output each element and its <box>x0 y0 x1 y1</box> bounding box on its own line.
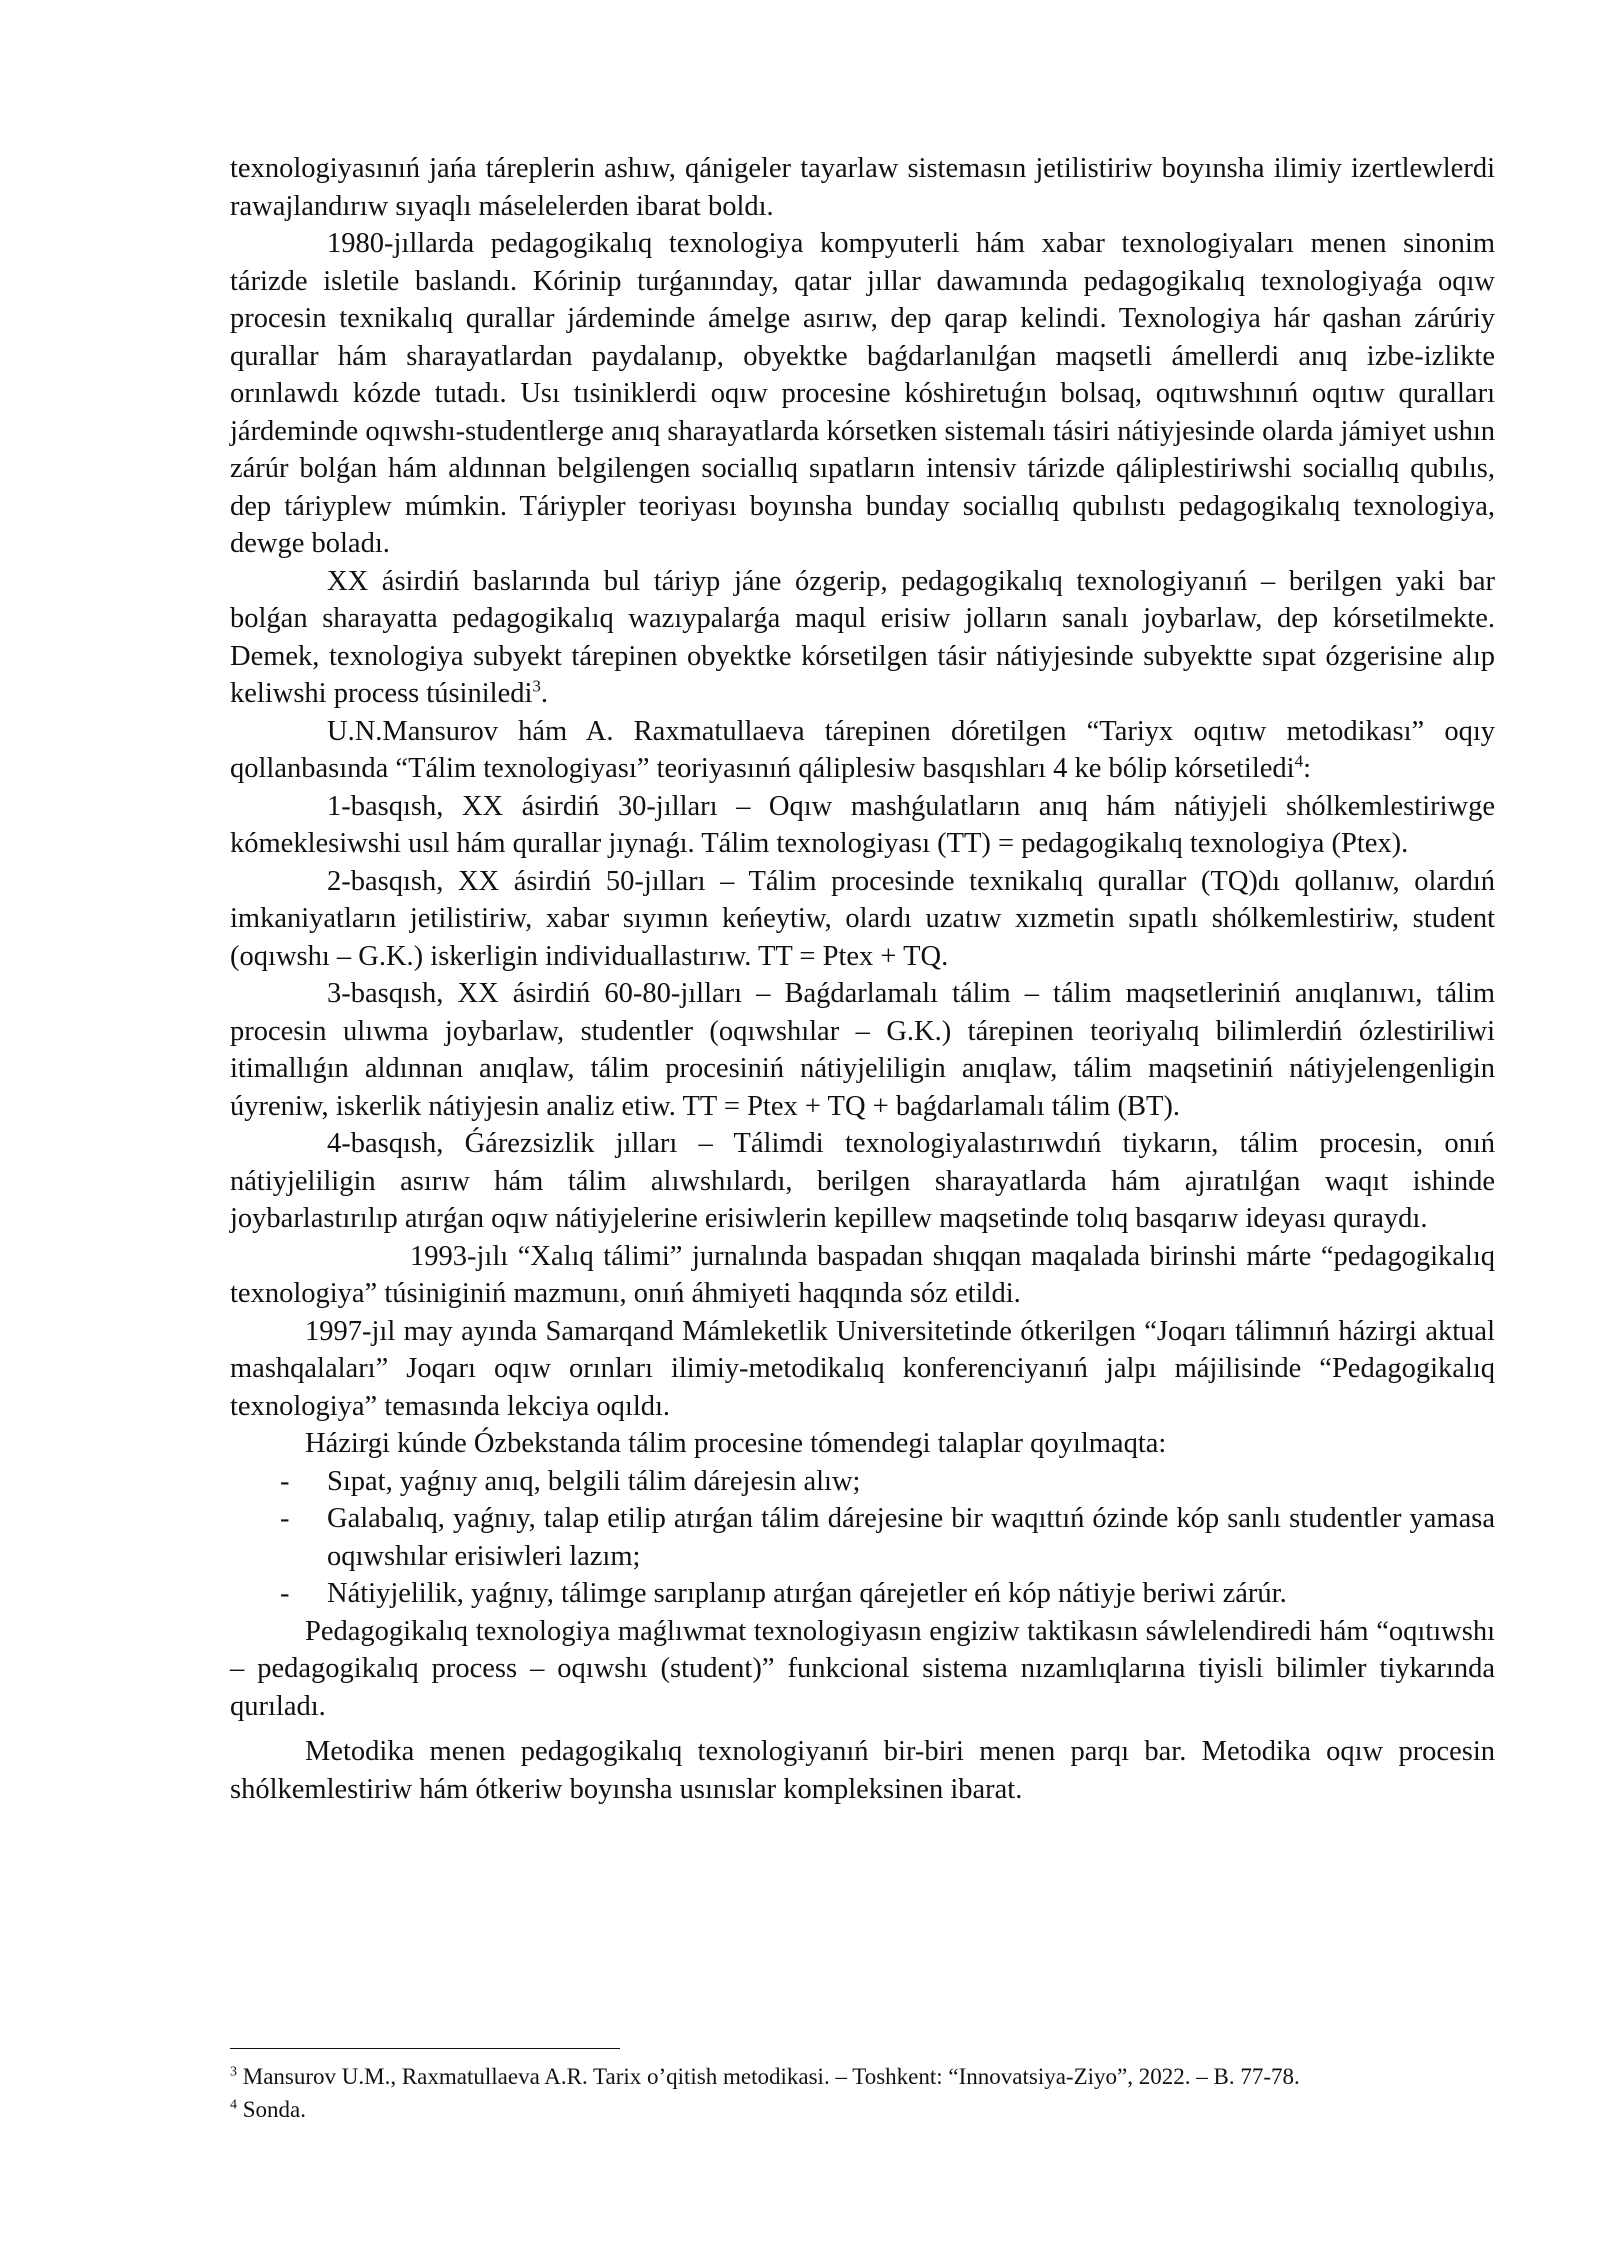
paragraph-stage-2: 2-basqısh, XX ásirdiń 50-jılları – Tálim procesinde texnikalıq qurallar (TQ)dı qollanıw, olardıń imkaniyatların jetilistiriw, xabar sıyımın keńeytiw, olardı uzatıw xızmetin sıpatlı shólkemlestiriw, student (oqıwshı – G.K.) iskerligin individuallastırıw. TT = Ptex + TQ. <box>230 865 1495 972</box>
footnote-separator <box>230 2048 620 2049</box>
document-body <box>230 150 1495 1808</box>
footnote: $^3$ Mansurov U.M., Raxmatullaeva A.R. Tarix o’qitish metodikasi. – Toshkent: “Innovatsiya-Ziyo”, 2022. – B. 77-78. <box>230 2064 1300 2089</box>
footnote: $^4$ Sonda. <box>230 2097 306 2122</box>
footnote-ref[interactable]: 3 <box>532 676 541 696</box>
list-item: - Galabalıq, yaǵnıy, talap etilip atırǵan tálim dárejesine bir waqıttıń ózinde kóp sanlı studentler yamasa oqıwshılar erisiwleri lazım; <box>230 1500 1495 1575</box>
list-marker: - <box>280 1465 290 1497</box>
paragraph: 1993-jılı “Xalıq tálimi” jurnalında baspadan shıqqan maqalada birinshi márte “pedagogikalıq texnologiya” túsiniginiń mazmunı, onıń áhmiyeti haqqında sóz etildi. <box>230 1240 1495 1309</box>
footnote-ref[interactable]: 4 <box>1294 751 1304 771</box>
list-marker: - <box>280 1503 290 1534</box>
paragraph: Házirgi kúnde Ózbekstanda tálim procesine tómendegi talaplar qoyılmaqta: <box>305 1428 1167 1459</box>
list-item: - Nátiyjelilik, yaǵnıy, tálimge sarıplanıp atırǵan qárejetler eń kóp nátiyje beriwi zárúr. <box>230 1575 1495 1613</box>
list-item: - Sıpat, yaǵnıy anıq, belgili tálim dárejesin alıw; <box>230 1463 1495 1501</box>
requirements-list <box>230 1463 1495 1613</box>
paragraph-stage-4: 4-basqısh, Ǵárezsizlik jılları – Tálimdi texnologiyalastırıwdıń tiykarın, tálim procesin, onıń nátiyjeliligin asırıw hám tálim alıwshılardı, berilgen sharayatlarda hám ajıratılǵan waqıt ishinde joybarlastırılıp atırǵan oqıw nátiyjelerine erisiwlerin kepillew maqsetinde tolıq basqarıw ideyası quraydı. <box>230 1128 1495 1234</box>
paragraph: U.N.Mansurov hám A. Raxmatullaeva tárepinen dóretilgen “Tariyx oqıtıw metodikası” oqıy qollanbasında “Tálim texnologiyası” teoriyasınıń qáliplesiw basqıshları 4 ke bólip kórsetiledi$^4$: <box>230 715 1495 784</box>
paragraph: 1997-jıl may ayında Samarqand Mámleketlik Universitetinde ótkerilgen “Joqarı tálimnıń házirgi aktual mashqalaları” Joqarı oqıw orınları ilimiy-metodikalıq konferenciyanıń jalpı májilisinde “Pedagogikalıq texnologiya” temasında lekciya oqıldı. <box>230 1315 1495 1422</box>
paragraph-stage-1: 1-basqısh, XX ásirdiń 30-jılları – Oqıw mashǵulatların anıq hám nátiyjeli shólkemlestiriwge kómeklesiwshi usıl hám qurallar jıynaǵı. Tálim texnologiyası (TT) = pedagogikalıq texnologiya (Ptex). <box>230 790 1495 859</box>
paragraph: Metodika menen pedagogikalıq texnologiyanıń bir-biri menen parqı bar. Metodika oqıw procesin shólkemlestiriw hám ótkeriw boyınsha usınıslar kompleksinen ibarat. <box>230 1736 1495 1805</box>
footnotes <box>230 2060 1495 2126</box>
paragraph: texnologiyasınıń jańa táreplerin ashıw, qánigeler tayarlaw sistemasın jetilistiriw boyınsha ilimiy izertlewlerdi rawajlandırıw sıyaqlı máselelerden ibarat boldı. <box>230 153 1495 222</box>
paragraph-stage-3: 3-basqısh, XX ásirdiń 60-80-jılları – Baǵdarlamalı tálim – tálim maqsetleriniń anıqlanıwı, tálim procesin ulıwma joybarlaw, studentler (oqıwshılar – G.K.) tárepinen teoriyalıq bilimlerdiń ózlestiriliwi itimallıǵın aldınnan anıqlaw, tálim procesiniń nátiyjeliligin anıqlaw, tálim maqsetiniń nátiyjelengenligin úyreniw, iskerlik nátiyjesin analiz etiw. TT = Ptex + TQ + baǵdarlamalı tálim (BT). <box>230 978 1495 1122</box>
paragraph: XX ásirdiń baslarında bul táriyp jáne ózgerip, pedagogikalıq texnologiyanıń – berilgen yaki bar bolǵan sharayatta pedagogikalıq wazıypalarǵa maqul erisiw jolların sanalı joybarlaw, dep kórsetilmekte. Demek, texnologiya subyekt tárepinen obyektke kórsetilgen tásir nátiyjesinde subyektte sıpat ózgerisine alıp keliwshi process túsiniledi$^3$. <box>230 565 1495 709</box>
list-marker: - <box>280 1578 290 1609</box>
paragraph: 1980-jıllarda pedagogikalıq texnologiya kompyuterli hám xabar texnologiyaları menen sinonim tárizde isletile baslandı. Kórinip turǵanınday, qatar jıllar dawamında pedagogikalıq texnologiyaǵa oqıw procesin texnikalıq qurallar járdeminde ámelge asırıw, dep qarap kelindi. Texnologiya hár qashan zárúriy qurallar hám sharayatlardan paydalanıp, obyektke baǵdarlanılǵan maqsetli ámellerdi anıq izbe-izlikte orınlawdı kózde tutadı. Usı tısiniklerdi oqıw procesine kóshiretuǵın bolsaq, oqıtıwshınıń oqıtıw quralları járdeminde oqıwshı-studentlerge anıq sharayatlarda kórsetken sistemalı tásiri nátiyjesinde olarda jámiyet ushın zárúr bolǵan hám aldınnan belgilengen sociallıq sıpatların intensiv tárizde qáliplestiriwshi sociallıq qubılıs, dep táriyplew múmkin. Táriypler teoriyası boyınsha bunday sociallıq qubılıstı pedagogikalıq texnologiya, dewge boladı. <box>230 228 1495 559</box>
paragraph: Pedagogikalıq texnologiya maǵlıwmat texnologiyasın engiziw taktikasın sáwlelendiredi hám “oqıtıwshı – pedagogikalıq process – oqıwshı (student)” funkcional sistema nızamlıqlarına tiyisli bilimler tiykarında qurıladı. <box>230 1615 1495 1722</box>
